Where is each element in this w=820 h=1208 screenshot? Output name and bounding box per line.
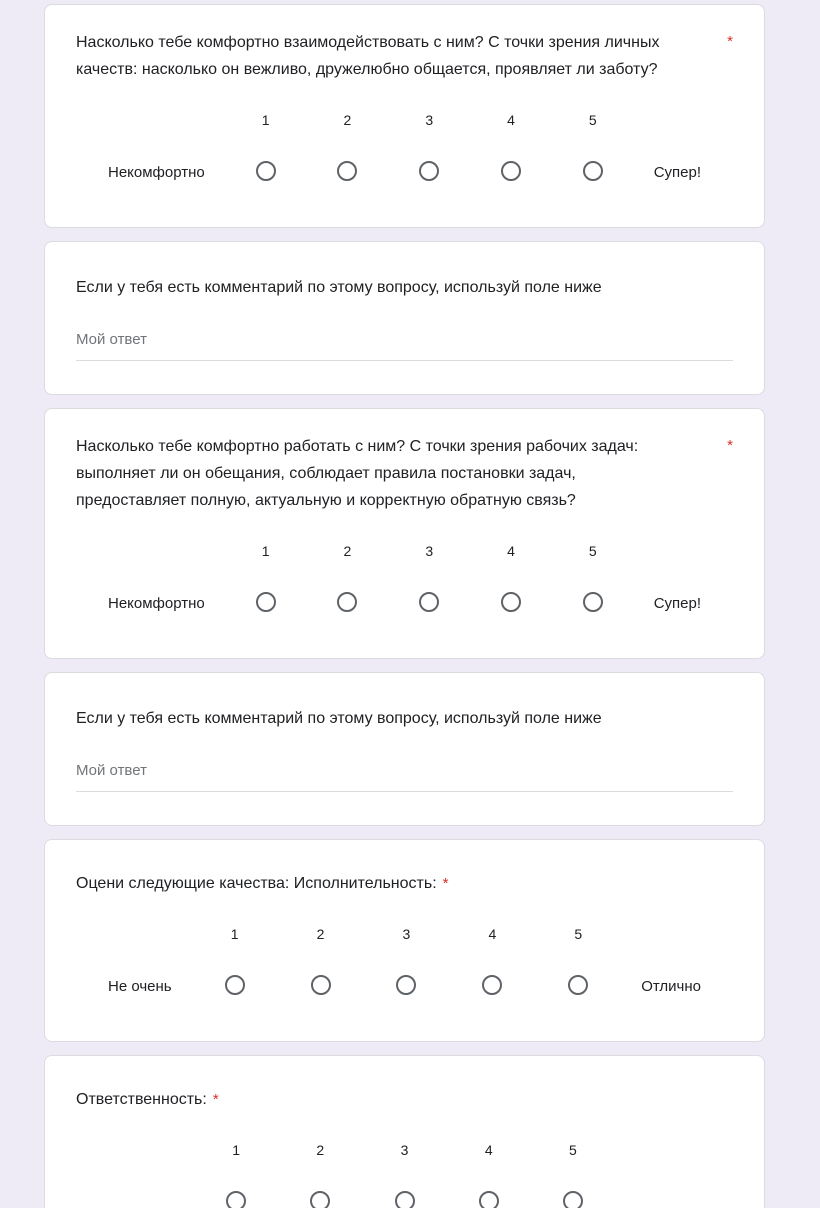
question-card-quality-diligence xyxy=(44,839,765,1042)
scale-low-label: Некомфортно xyxy=(108,164,205,181)
scale-option-number: 4 xyxy=(484,1142,493,1158)
short-answer-input[interactable] xyxy=(76,762,733,792)
scale-option-4 xyxy=(470,112,552,181)
scale-high-label: Супер! xyxy=(653,595,701,612)
question-title-text: Ответственность: xyxy=(76,1091,207,1108)
scale-option-1 xyxy=(225,543,307,612)
scale-option-number: 5 xyxy=(569,1142,577,1158)
linear-scale xyxy=(76,112,733,181)
scale-option-3 xyxy=(388,543,470,612)
scale-option-number: 2 xyxy=(316,1142,325,1158)
short-answer-input[interactable] xyxy=(76,331,733,361)
scale-option-3 xyxy=(362,1142,446,1208)
required-asterisk: * xyxy=(727,437,733,454)
scale-low-label: Некомфортно xyxy=(108,595,205,612)
required-asterisk: * xyxy=(442,875,449,892)
question-title: Если у тебя есть комментарий по этому вопросу, используй поле ниже xyxy=(76,279,602,296)
scale-option-2 xyxy=(278,1142,362,1208)
scale-option-number: 2 xyxy=(343,543,352,559)
scale-radio-1[interactable] xyxy=(226,1191,246,1208)
scale-radio-5[interactable] xyxy=(563,1191,583,1208)
question-card-comment xyxy=(44,241,765,395)
scale-radio-2[interactable] xyxy=(311,975,331,995)
scale-option-number: 4 xyxy=(488,926,497,942)
scale-option-5 xyxy=(552,112,634,181)
required-asterisk: * xyxy=(727,33,733,50)
scale-radio-5[interactable] xyxy=(568,975,588,995)
question-card-quality-responsibility xyxy=(44,1055,765,1208)
question-card-comfort-personal xyxy=(44,4,765,228)
scale-option-number: 5 xyxy=(574,926,583,942)
scale-high-label: Супер! xyxy=(653,164,701,181)
scale-radio-4[interactable] xyxy=(479,1191,499,1208)
linear-scale xyxy=(76,1142,733,1208)
scale-radio-1[interactable] xyxy=(256,592,276,612)
scale-option-2 xyxy=(278,926,364,995)
scale-option-2 xyxy=(307,543,389,612)
scale-low-label: Не очень xyxy=(108,978,172,995)
scale-option-5 xyxy=(535,926,621,995)
scale-radio-4[interactable] xyxy=(482,975,502,995)
scale-option-number: 3 xyxy=(425,543,434,559)
scale-option-number: 2 xyxy=(343,112,352,128)
scale-radio-1[interactable] xyxy=(256,161,276,181)
scale-radio-2[interactable] xyxy=(310,1191,330,1208)
question-card-comfort-work xyxy=(44,408,765,659)
scale-options xyxy=(192,926,622,995)
question-title: Насколько тебе комфортно взаимодействовать с ним? С точки зрения личных качеств: насколько он вежливо, дружелюбно общается, проявляет ли заботу? xyxy=(76,34,660,78)
scale-option-number: 5 xyxy=(588,112,597,128)
scale-radio-5[interactable] xyxy=(583,161,603,181)
question-title xyxy=(76,1086,733,1113)
scale-option-number: 3 xyxy=(425,112,434,128)
scale-option-number: 3 xyxy=(400,1142,409,1158)
scale-radio-4[interactable] xyxy=(501,161,521,181)
scale-options xyxy=(194,1142,615,1208)
scale-option-3 xyxy=(363,926,449,995)
scale-options xyxy=(225,543,634,612)
required-asterisk: * xyxy=(212,1091,219,1108)
scale-option-4 xyxy=(470,543,552,612)
scale-option-1 xyxy=(225,112,307,181)
scale-option-3 xyxy=(388,112,470,181)
scale-option-number: 3 xyxy=(402,926,411,942)
linear-scale xyxy=(76,926,733,995)
scale-option-number: 2 xyxy=(316,926,325,942)
scale-options xyxy=(225,112,634,181)
scale-option-4 xyxy=(449,926,535,995)
question-title-text: Оцени следующие качества: Исполнительность: xyxy=(76,875,437,892)
question-title: Насколько тебе комфортно работать с ним? С точки зрения рабочих задач: выполняет ли он обещания, соблюдает правила постановки задач, предоставляет полную, актуальную и корректную обратную связь? xyxy=(76,438,639,509)
scale-radio-3[interactable] xyxy=(395,1191,415,1208)
question-title xyxy=(76,870,733,897)
scale-option-number: 5 xyxy=(588,543,597,559)
scale-radio-3[interactable] xyxy=(419,592,439,612)
question-card-comment xyxy=(44,672,765,826)
scale-option-number: 1 xyxy=(232,1142,240,1158)
scale-option-4 xyxy=(447,1142,531,1208)
scale-radio-1[interactable] xyxy=(225,975,245,995)
linear-scale xyxy=(76,543,733,612)
scale-option-2 xyxy=(307,112,389,181)
scale-radio-4[interactable] xyxy=(501,592,521,612)
scale-option-number: 1 xyxy=(261,543,270,559)
scale-option-number: 4 xyxy=(507,543,515,559)
scale-radio-3[interactable] xyxy=(419,161,439,181)
scale-option-5 xyxy=(552,543,634,612)
scale-option-number: 1 xyxy=(261,112,270,128)
scale-radio-3[interactable] xyxy=(396,975,416,995)
scale-option-5 xyxy=(531,1142,615,1208)
question-title: Если у тебя есть комментарий по этому вопросу, используй поле ниже xyxy=(76,710,602,727)
scale-high-label: Отлично xyxy=(641,978,701,995)
scale-option-1 xyxy=(194,1142,278,1208)
scale-option-1 xyxy=(192,926,278,995)
scale-radio-5[interactable] xyxy=(583,592,603,612)
scale-option-number: 4 xyxy=(507,112,515,128)
scale-radio-2[interactable] xyxy=(337,592,357,612)
scale-option-number: 1 xyxy=(230,926,239,942)
scale-radio-2[interactable] xyxy=(337,161,357,181)
